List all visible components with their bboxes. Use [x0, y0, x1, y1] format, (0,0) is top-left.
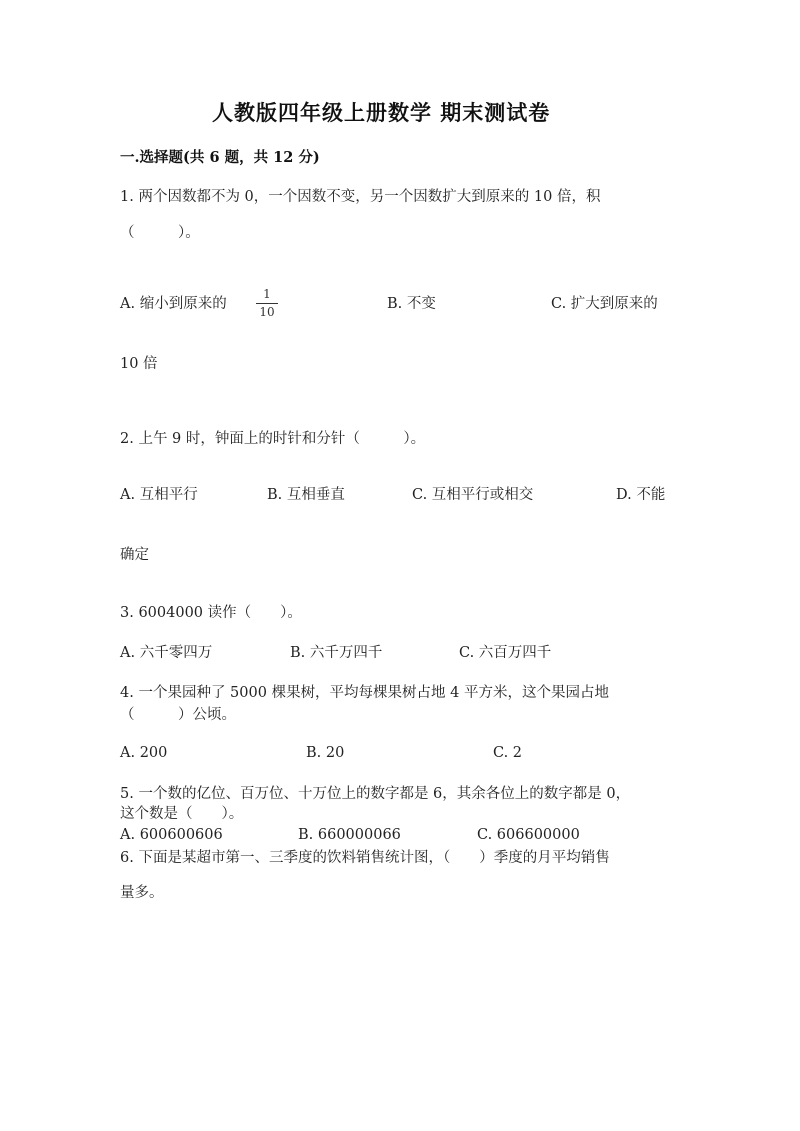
question-3-text: 3. 6004000 读作（ ）。: [120, 605, 302, 621]
question-6-text: 6. 下面是某超市第一、三季度的饮料销售统计图，（ ）季度的月平均销售: [120, 850, 610, 866]
question-3-option-a[interactable]: A. 六千零四万: [120, 645, 213, 661]
question-1-blank: （ ）。: [120, 225, 200, 241]
question-2-option-b[interactable]: B. 互相垂直: [267, 487, 345, 503]
question-2-option-c[interactable]: C. 互相平行或相交: [412, 487, 534, 503]
question-5-text: 5. 一个数的亿位、百万位、十万位上的数字都是 6，其余各位上的数字都是 0，: [120, 786, 631, 802]
question-5-option-b[interactable]: B. 660000066: [298, 827, 401, 843]
question-4-text: 4. 一个果园种了 5000 棵果树，平均每棵果树占地 4 平方米，这个果园占地: [120, 685, 610, 701]
fraction-denominator: 10: [259, 305, 275, 319]
question-1-option-c[interactable]: C. 扩大到原来的: [551, 296, 658, 312]
question-2-option-d[interactable]: D. 不能: [616, 487, 666, 503]
question-6-text-wrap: 量多。: [120, 885, 164, 901]
question-5-option-a[interactable]: A. 600600606: [120, 827, 223, 843]
question-5-blank: 这个数是（ ）。: [120, 806, 244, 822]
question-1-option-a[interactable]: A. 缩小到原来的: [120, 296, 227, 312]
question-1-option-b[interactable]: B. 不变: [387, 296, 436, 312]
question-4-option-a[interactable]: A. 200: [120, 745, 168, 761]
fraction-bar: [256, 303, 278, 304]
question-1-option-c-wrap: 10 倍: [120, 356, 158, 372]
question-4-option-b[interactable]: B. 20: [306, 745, 345, 761]
section-header: 一.选择题(共 6 题，共 12 分): [120, 149, 320, 166]
question-4-blank: （ ）公顷。: [120, 707, 236, 723]
question-2-option-a[interactable]: A. 互相平行: [120, 487, 198, 503]
question-5-option-c[interactable]: C. 606600000: [477, 827, 580, 843]
fraction-numerator: 1: [263, 287, 271, 301]
question-2-text: 2. 上午 9 时，钟面上的时针和分针（ ）。: [120, 431, 426, 447]
question-3-option-b[interactable]: B. 六千万四千: [290, 645, 383, 661]
question-4-option-c[interactable]: C. 2: [493, 745, 523, 761]
fraction-one-tenth: [256, 288, 278, 319]
question-1-text: 1. 两个因数都不为 0，一个因数不变，另一个因数扩大到原来的 10 倍，积: [120, 189, 601, 205]
page-title: 人教版四年级上册数学 期末测试卷: [212, 100, 551, 125]
question-2-option-d-wrap: 确定: [120, 547, 149, 563]
question-3-option-c[interactable]: C. 六百万四千: [459, 645, 552, 661]
